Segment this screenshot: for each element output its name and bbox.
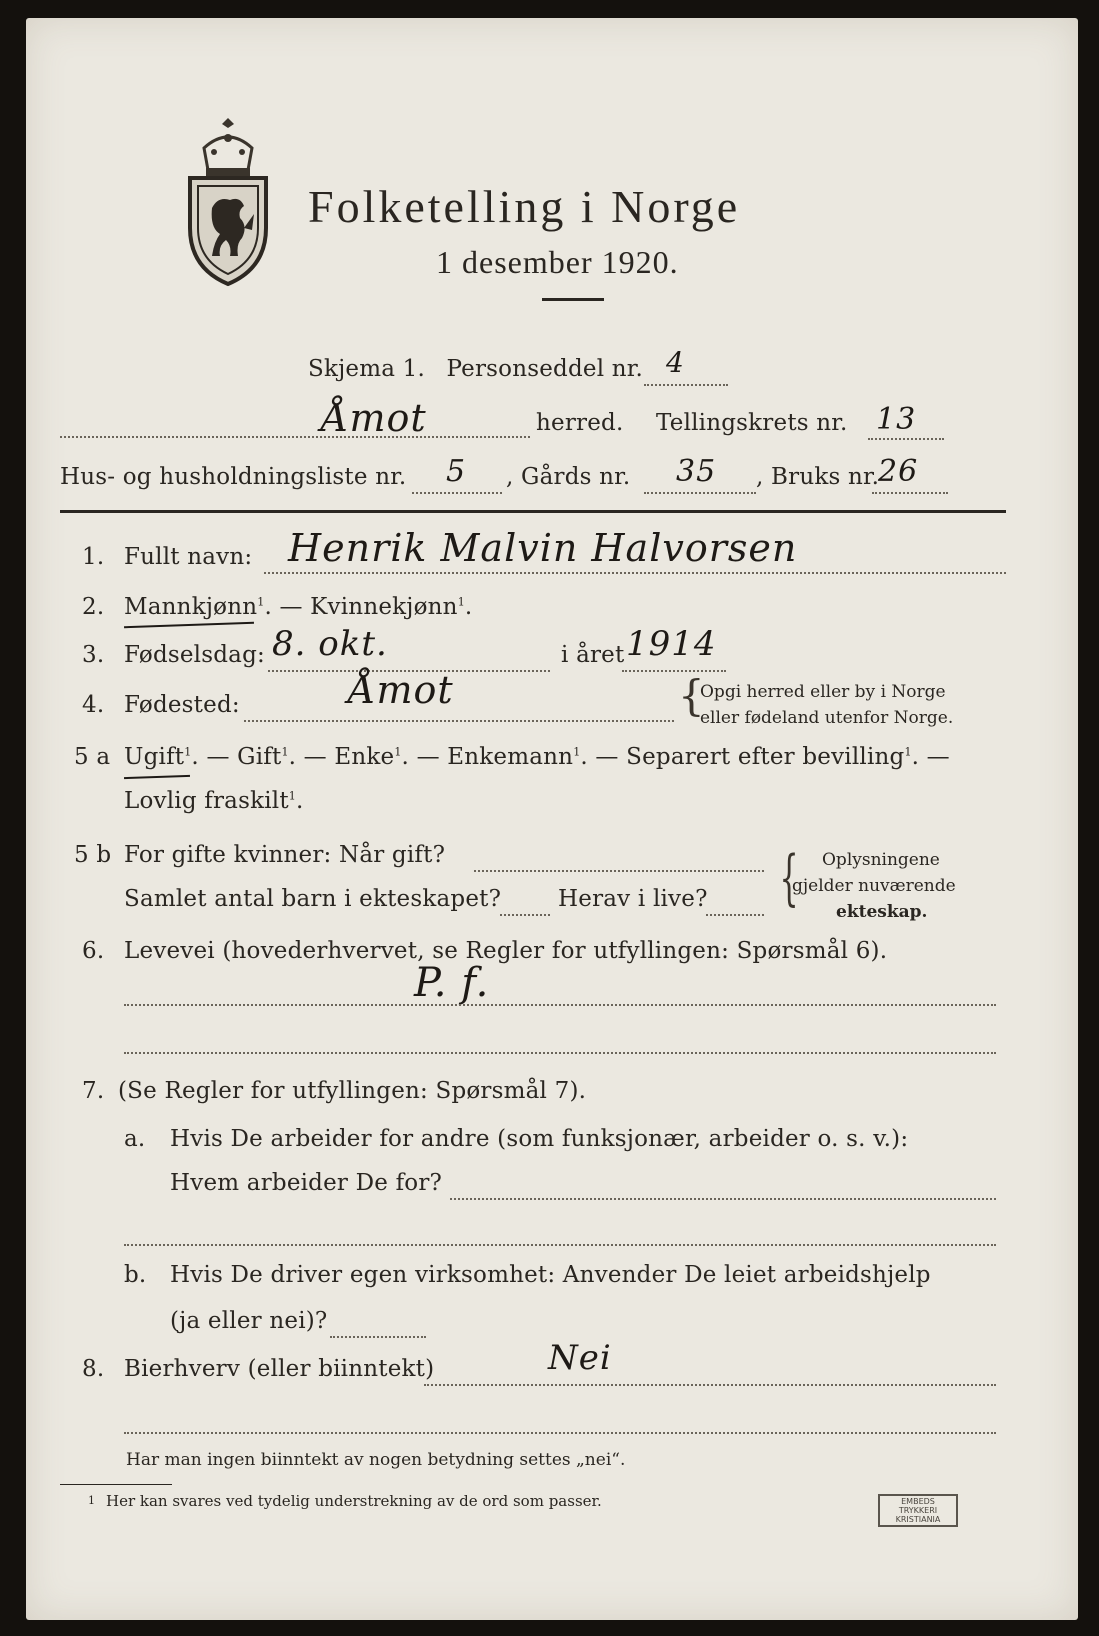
- q4-birthplace-value: Åmot: [348, 668, 454, 712]
- personseddel-value: 4: [666, 346, 685, 379]
- q5b-line2b: Herav i live?: [558, 886, 708, 912]
- q7b-dots: [330, 1336, 426, 1338]
- header-rule: [60, 510, 1006, 513]
- footnote-rule: [60, 1484, 172, 1485]
- q7b-number: b.: [124, 1262, 147, 1288]
- q7-number: 7.: [82, 1078, 105, 1104]
- q5b-line1-dots: [474, 870, 764, 872]
- q7b-line1: Hvis De driver egen virksomhet: Anvender De leiet arbeidshjelp: [170, 1262, 931, 1288]
- q3-year-value: 1914: [626, 624, 717, 664]
- q5b-line2a: Samlet antal barn i ekteskapet?: [124, 886, 502, 912]
- personseddel-dots: [644, 384, 728, 386]
- q6-dots-1: [124, 1004, 996, 1006]
- bruks-value: 26: [878, 454, 919, 489]
- q4-label: Fødested:: [124, 692, 240, 718]
- q3-birthday-value: 8. okt.: [272, 624, 388, 664]
- q4-brace: {: [678, 671, 705, 720]
- gards-value: 35: [676, 454, 717, 489]
- coat-of-arms-icon: [182, 118, 274, 288]
- q8-secondary-income-value: Nei: [548, 1338, 612, 1378]
- q5b-line1: For gifte kvinner: Når gift?: [124, 842, 446, 868]
- q7a-line1: Hvis De arbeider for andre (som funksjonær, arbeider o. s. v.):: [170, 1126, 909, 1152]
- tellingskrets-value: 13: [876, 402, 917, 437]
- q5a-options: Ugift$^1$. — Gift$^1$. — Enke$^1$. — Enkemann$^1$. — Separert efter bevilling$^1$. —: [124, 744, 950, 770]
- tellingskrets-dots: [868, 438, 944, 440]
- gards-label: , Gårds nr.: [506, 464, 631, 490]
- q4-note-line1: Opgi herred eller by i Norge: [700, 682, 946, 702]
- hus-label: Hus- og husholdningsliste nr.: [60, 464, 407, 490]
- q5b-note-line1: Oplysningene: [822, 850, 940, 870]
- q5b-number: 5 b: [74, 842, 112, 868]
- skjema-label: Skjema 1.: [308, 356, 426, 382]
- q6-dots-2: [124, 1052, 996, 1054]
- q5b-note-line3: ekteskap.: [836, 902, 928, 922]
- printer-stamp: EMBEDS TRYKKERI KRISTIANIA: [878, 1494, 958, 1527]
- q4-dots: [244, 720, 674, 722]
- q1-full-name-value: Henrik Malvin Halvorsen: [288, 526, 798, 570]
- q7-label: (Se Regler for utfyllingen: Spørsmål 7).: [118, 1078, 587, 1104]
- q5a-number: 5 a: [74, 744, 111, 770]
- q6-label: Levevei (hovederhvervet, se Regler for utfyllingen: Spørsmål 6).: [124, 938, 888, 964]
- q1-label: Fullt navn:: [124, 544, 253, 570]
- footnote-mark: 1: [88, 1494, 95, 1507]
- q3-year-dots: [622, 670, 726, 672]
- q2-mannkjonn: Mannkjønn: [124, 594, 258, 620]
- q5b-line2b-dots: [706, 914, 764, 916]
- q7a-line2: Hvem arbeider De for?: [170, 1170, 443, 1196]
- title-divider: [542, 298, 604, 301]
- q5a-ugift: Ugift: [124, 744, 185, 770]
- q8-label: Bierhverv (eller biinntekt): [124, 1356, 435, 1382]
- herred-dots: [60, 436, 530, 438]
- q7a-dots-1: [450, 1198, 996, 1200]
- herred-value: Åmot: [321, 396, 427, 440]
- q6-occupation-value: P. f.: [414, 960, 490, 1006]
- q2-kvinnekjonn: . — Kvinnekjønn: [264, 594, 458, 620]
- q3-label: Fødselsdag:: [124, 642, 265, 668]
- form-subtitle: 1 desember 1920.: [436, 244, 679, 280]
- q1-number: 1.: [82, 544, 105, 570]
- q8-dots-2: [124, 1432, 996, 1434]
- census-form-page: [26, 18, 1078, 1620]
- q5b-brace: {: [779, 843, 799, 913]
- q5a-selection-underline: [124, 775, 190, 779]
- q3-year-label: i året: [561, 642, 625, 668]
- q1-dots: [264, 572, 1006, 574]
- q5b-note-line2: gjelder nuværende: [792, 876, 956, 896]
- bruks-label: , Bruks nr.: [756, 464, 880, 490]
- footnote-text: Her kan svares ved tydelig understrekning av de ord som passer.: [106, 1492, 602, 1510]
- hus-value: 5: [446, 454, 467, 489]
- form-title: Folketelling i Norge: [308, 181, 741, 232]
- q8-dots: [424, 1384, 996, 1386]
- hus-dots: [412, 492, 502, 494]
- bruks-dots: [872, 492, 948, 494]
- q8-note: Har man ingen biinntekt av nogen betydning settes „nei“.: [126, 1450, 626, 1470]
- gards-dots: [644, 492, 756, 494]
- q7a-dots-2: [124, 1244, 996, 1246]
- q2-selection-underline: [124, 622, 254, 629]
- q2-options: Mannkjønn$^1$. — Kvinnekjønn$^1$.: [124, 594, 473, 620]
- q5b-line2a-dots: [500, 914, 550, 916]
- q3-number: 3.: [82, 642, 105, 668]
- q4-note-line2: eller fødeland utenfor Norge.: [700, 708, 954, 728]
- q2-number: 2.: [82, 594, 105, 620]
- q7a-number: a.: [124, 1126, 146, 1152]
- tellingskrets-label: Tellingskrets nr.: [656, 410, 848, 436]
- herred-label: herred.: [536, 410, 624, 436]
- q6-number: 6.: [82, 938, 105, 964]
- q5a-line2: Lovlig fraskilt$^1$.: [124, 788, 304, 814]
- q8-number: 8.: [82, 1356, 105, 1382]
- personseddel-label: Personseddel nr.: [446, 356, 643, 382]
- q7b-line2: (ja eller nei)?: [170, 1308, 328, 1334]
- q4-number: 4.: [82, 692, 105, 718]
